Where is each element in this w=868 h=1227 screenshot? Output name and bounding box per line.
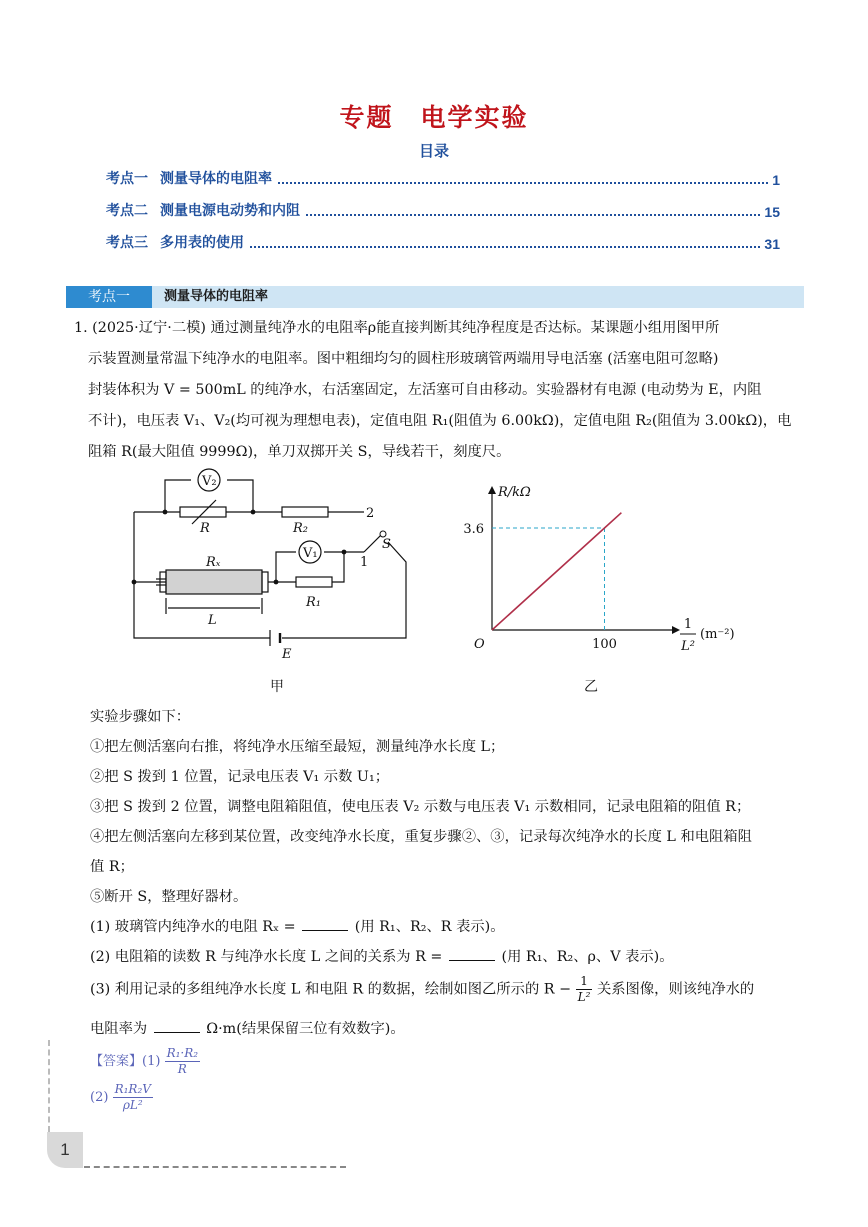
x-axis-label-unit: (m⁻²) bbox=[700, 627, 735, 642]
page-decoration bbox=[48, 1040, 50, 1132]
answer-blank[interactable] bbox=[302, 916, 348, 931]
question-text bbox=[74, 313, 804, 468]
label-r: R bbox=[200, 521, 210, 536]
sub-question-2-text: (2) 电阻箱的读数 R 与纯净水长度 L 之间的关系为 R = bbox=[90, 949, 443, 965]
page-decoration bbox=[84, 1166, 346, 1168]
steps-title: 实验步骤如下： bbox=[90, 709, 191, 725]
question-line: 阻箱 R(最大阻值 9999Ω)，单刀双掷开关 S，导线若干，刻度尺。 bbox=[88, 444, 511, 460]
sub-question-3-d: Ω·m(结果保留三位有效数字)。 bbox=[206, 1021, 405, 1037]
graph-chart bbox=[460, 472, 760, 664]
label-r2: R₂ bbox=[293, 521, 308, 536]
origin-label: O bbox=[474, 637, 485, 652]
label-1: 1 bbox=[360, 555, 369, 570]
toc-heading: 目录 bbox=[418, 142, 449, 160]
toc-item-page: 1 bbox=[772, 172, 780, 188]
answer-blank[interactable] bbox=[449, 946, 495, 961]
sub-question-3-tail: 关系图像，则该纯净水的 bbox=[596, 981, 755, 998]
question-line: 1. (2025·辽宁·二模) 通过测量纯净水的电阻率ρ能直接判断其纯净程度是否达标。某课题小组用图甲所 bbox=[74, 320, 720, 336]
label-l: L bbox=[208, 613, 217, 628]
answer-2-num: R₁R₂V bbox=[114, 1082, 151, 1096]
answer-1-num: R₁·R₂ bbox=[166, 1046, 199, 1060]
answer-2 bbox=[90, 1082, 153, 1113]
figure-caption-b: 乙 bbox=[584, 679, 598, 695]
page-title: 专题 电学实验 bbox=[339, 103, 529, 132]
x-axis-label-den: L² bbox=[681, 639, 695, 654]
toc-item-num: 考点二 bbox=[106, 203, 148, 219]
y-axis-label: R/kΩ bbox=[498, 485, 531, 500]
data-series-line bbox=[492, 513, 621, 630]
sub-question-3-text: (3) 利用记录的多组纯净水长度 L 和电阻 R 的数据，绘制如图乙所示的 R − bbox=[90, 981, 572, 998]
fraction bbox=[576, 974, 593, 1005]
answer-2-label: (2) bbox=[90, 1090, 109, 1105]
label-r1: R₁ bbox=[306, 595, 321, 610]
toc-item[interactable] bbox=[106, 168, 780, 188]
question-line: 封装体积为 V = 500mL 的纯净水，右活塞固定，左活塞可自由移动。实验器材有电源 (电动势为 E，内阻 bbox=[88, 382, 762, 398]
answer-label: 【答案】(1) bbox=[90, 1054, 161, 1069]
step-item: 值 R； bbox=[90, 859, 134, 875]
answer-1 bbox=[90, 1046, 200, 1077]
toc-dots bbox=[278, 182, 768, 184]
step-item: ①把左侧活塞向右推，将纯净水压缩至最短，测量纯净水长度 L； bbox=[90, 739, 505, 755]
circuit-diagram bbox=[120, 462, 420, 662]
toc-item-page: 15 bbox=[764, 204, 780, 220]
label-2: 2 bbox=[366, 506, 375, 521]
toc-item-page: 31 bbox=[764, 236, 780, 252]
label-v2: V₂ bbox=[202, 474, 217, 489]
answer-1-den: R bbox=[177, 1062, 187, 1076]
sub-question-3-c: 电阻率为 bbox=[90, 1021, 148, 1037]
x-axis-label-num: 1 bbox=[683, 617, 693, 632]
fraction-num: 1 bbox=[576, 974, 593, 990]
label-s: S bbox=[382, 537, 391, 552]
toc-item-num: 考点三 bbox=[106, 235, 148, 251]
label-rx: Rₓ bbox=[206, 555, 221, 570]
sub-question-1-text: (1) 玻璃管内纯净水的电阻 Rₓ = bbox=[90, 919, 296, 935]
fraction-den: L² bbox=[577, 990, 591, 1004]
sub-question-3 bbox=[90, 974, 754, 1005]
sub-question-1-tail: (用 R₁、R₂、R 表示)。 bbox=[354, 919, 505, 935]
label-v1: V₁ bbox=[303, 546, 318, 561]
section-name: 测量导体的电阻率 bbox=[164, 289, 269, 304]
question-line: 示装置测量常温下纯净水的电阻率。图中粗细均匀的圆柱形玻璃管两端用导电活塞 (活塞电阻可忽略) bbox=[88, 351, 719, 367]
answer-2-den: ρL² bbox=[122, 1098, 143, 1112]
toc-dots bbox=[306, 214, 760, 216]
toc-item-name: 测量电源电动势和内阻 bbox=[160, 203, 300, 219]
sub-question-3-cont bbox=[90, 1018, 405, 1038]
toc-item-name: 测量导体的电阻率 bbox=[160, 171, 272, 187]
toc-dots bbox=[250, 246, 760, 248]
y-tick-label: 3.6 bbox=[463, 522, 484, 537]
toc-item[interactable] bbox=[106, 232, 780, 252]
sub-question-2-tail: (用 R₁、R₂、ρ、V 表示)。 bbox=[501, 949, 674, 965]
toc-item-num: 考点一 bbox=[106, 171, 148, 187]
step-item: ②把 S 拨到 1 位置，记录电压表 V₁ 示数 U₁； bbox=[90, 769, 389, 785]
sub-question-2 bbox=[90, 946, 674, 966]
figure-caption-a: 甲 bbox=[270, 679, 284, 695]
toc-item[interactable] bbox=[106, 200, 780, 220]
toc-item-name: 多用表的使用 bbox=[160, 235, 244, 251]
section-tag: 考点一 bbox=[66, 286, 152, 308]
answer-blank[interactable] bbox=[154, 1018, 200, 1033]
page-number: 1 bbox=[47, 1132, 83, 1168]
question-line: 不计)，电压表 V₁、V₂(均可视为理想电表)，定值电阻 R₁(阻值为 6.00kΩ)，定值电阻 R₂(阻值为 3.00kΩ)，电 bbox=[88, 413, 792, 429]
x-tick-label: 100 bbox=[592, 637, 617, 652]
answer-2-fraction bbox=[113, 1082, 153, 1113]
sub-question-1 bbox=[90, 916, 505, 936]
step-item: ④把左侧活塞向左移到某位置，改变纯净水长度，重复步骤②、③，记录每次纯净水的长度 L 和电阻箱阻 bbox=[90, 829, 752, 845]
answer-1-fraction bbox=[165, 1046, 201, 1077]
step-item: ③把 S 拨到 2 位置，调整电阻箱阻值，使电压表 V₂ 示数与电压表 V₁ 示数相同，记录电阻箱的阻值 R； bbox=[90, 799, 751, 815]
label-e: E bbox=[282, 647, 292, 662]
step-item: ⑤断开 S，整理好器材。 bbox=[90, 889, 248, 905]
